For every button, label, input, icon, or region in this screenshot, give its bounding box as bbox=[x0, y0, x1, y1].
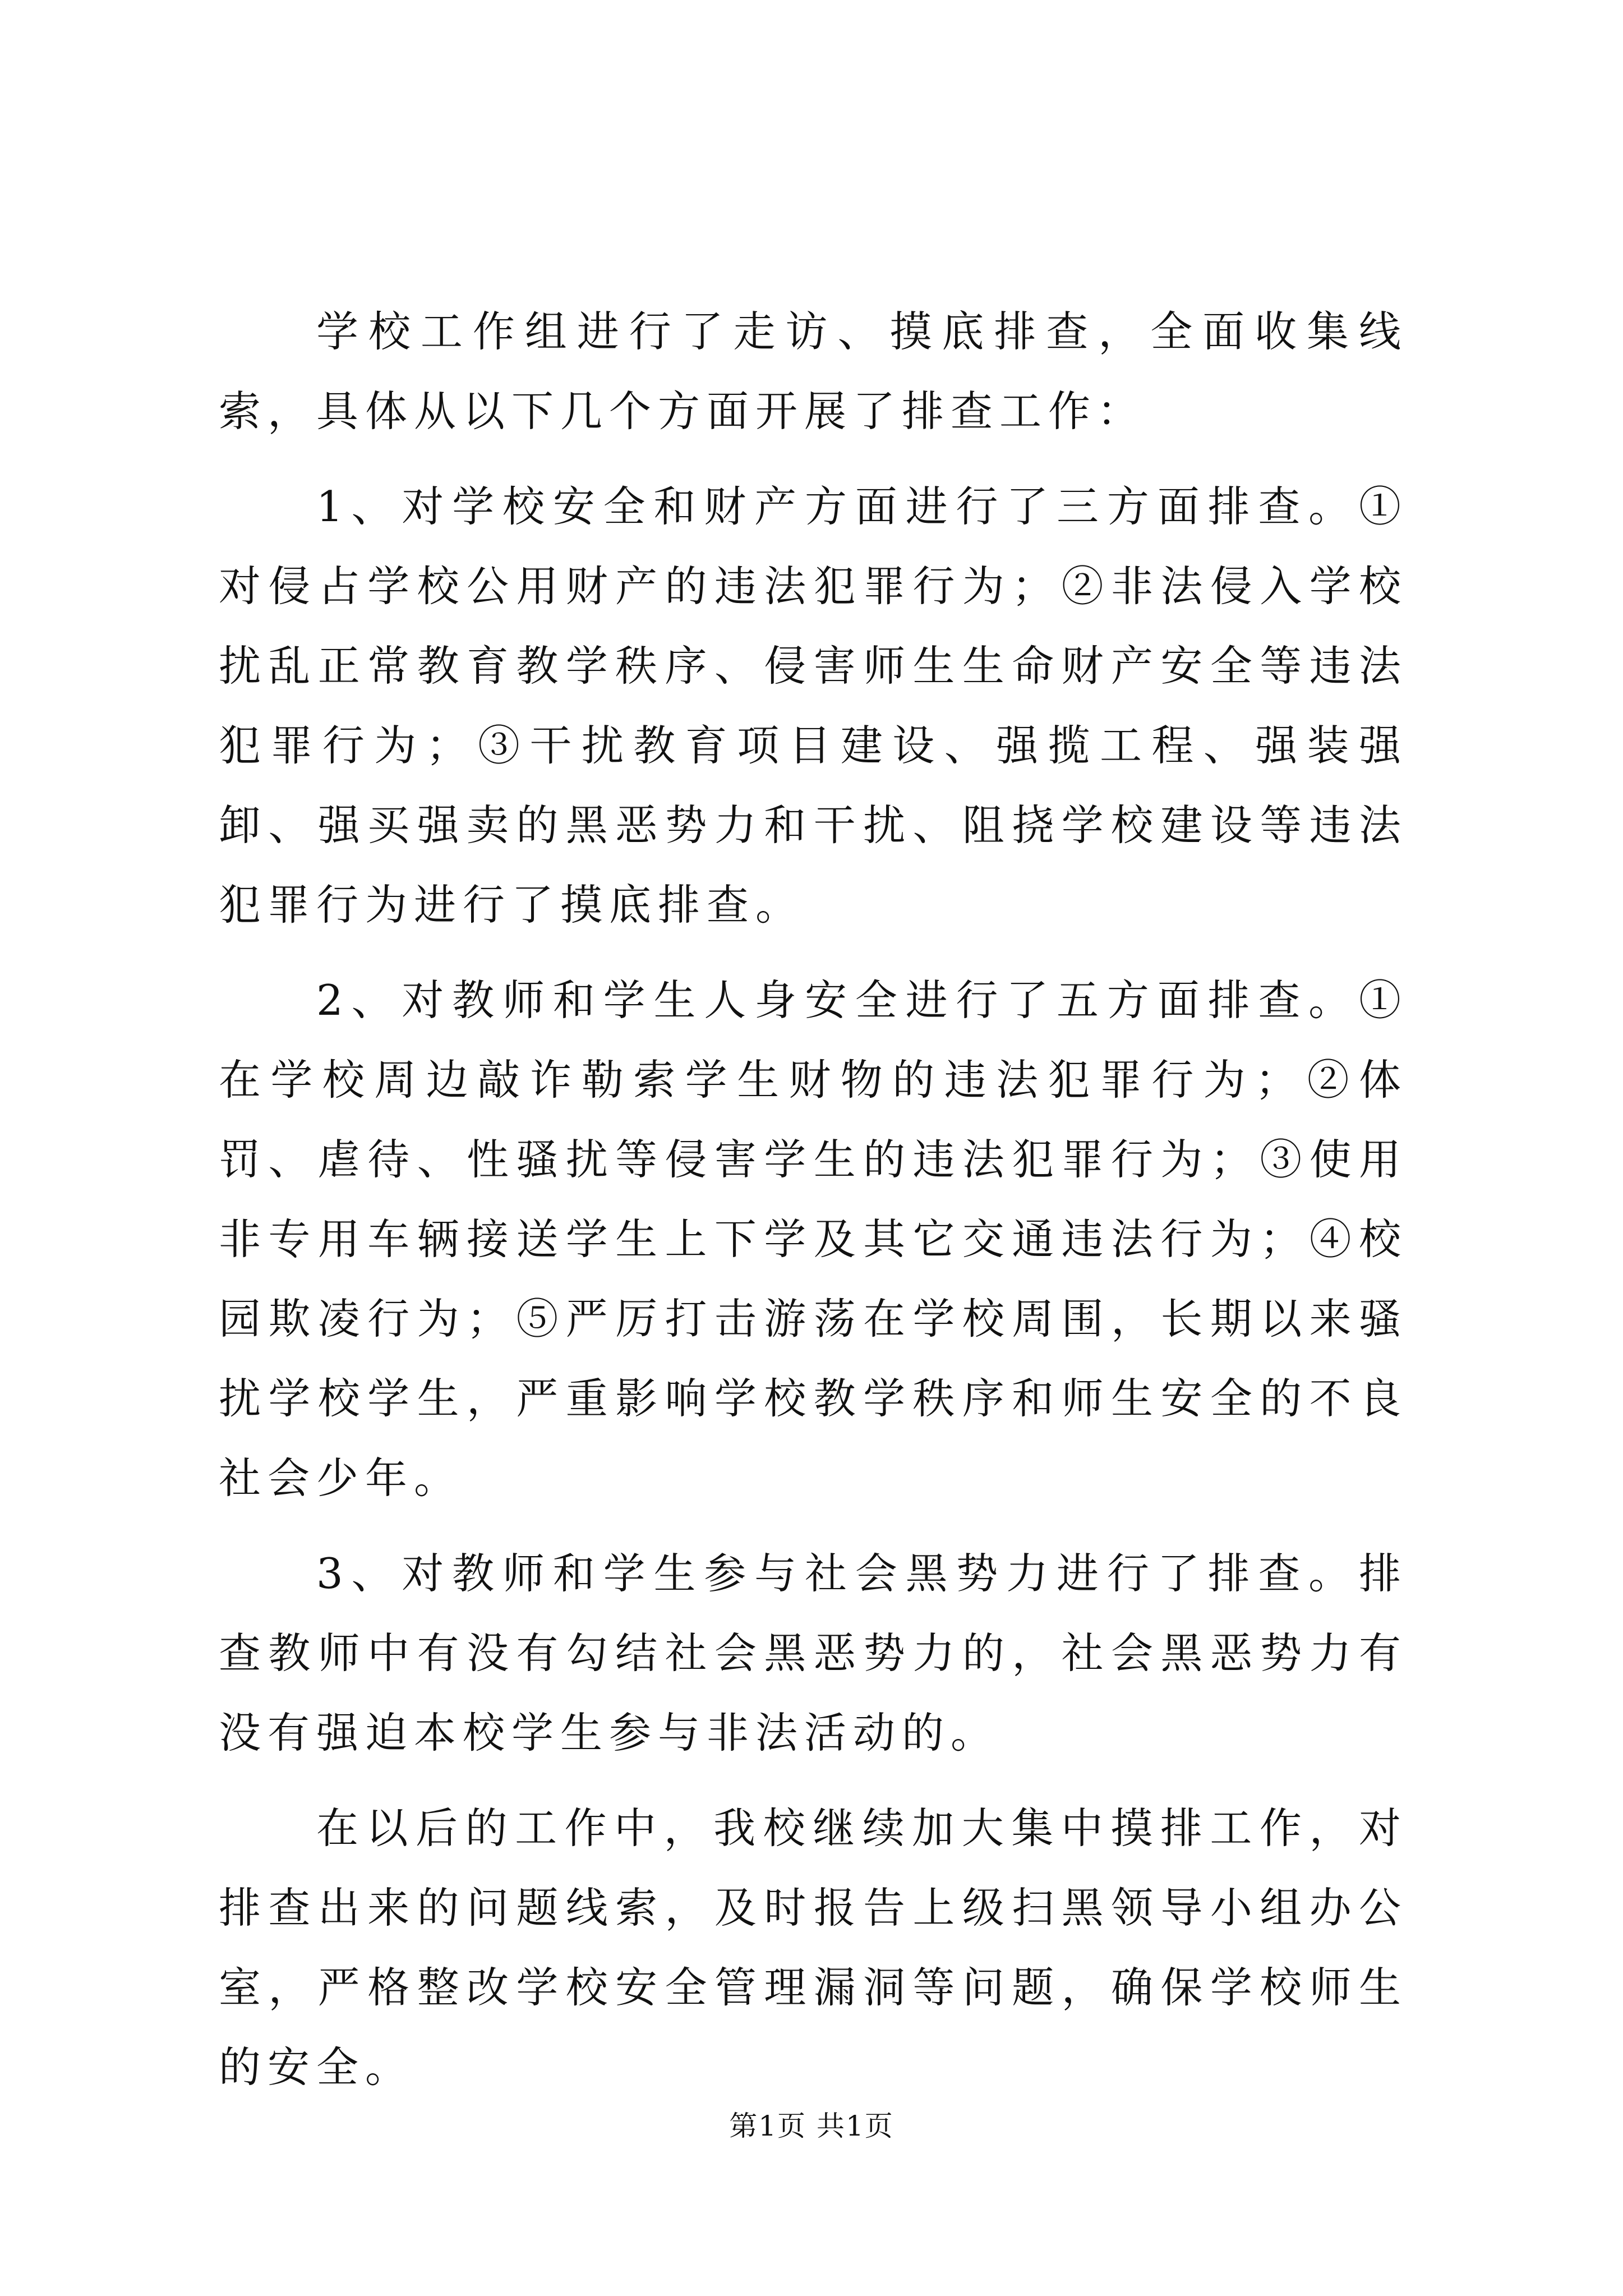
paragraph-item-1: 1、对学校安全和财产方面进行了三方面排查。①对侵占学校公用财产的违法犯罪行为；②非法侵入学校扰乱正常教育教学秩序、侵害师生生命财产安全等违法犯罪行为；③干扰教育项目建设、强揽工程、强装强卸、强买强卖的黑恶势力和干扰、阻挠学校建设等违法犯罪行为进行了摸底排查。 bbox=[219, 482, 1408, 930]
page-footer: 第1页 共1页 bbox=[729, 2110, 894, 2142]
paragraph-item-2: 2、对教师和学生人身安全进行了五方面排查。①在学校周边敲诈勒索学生财物的违法犯罪行为；②体罚、虐待、性骚扰等侵害学生的违法犯罪行为；③使用非专用车辆接送学生上下学及其它交通违法行为；④校园欺凌行为；⑤严厉打击游荡在学校周围，长期以来骚扰学校学生，严重影响学校教学秩序和师生安全的不良社会少年。 bbox=[219, 976, 1408, 1503]
paragraph-conclusion: 在以后的工作中，我校继续加大集中摸排工作，对排查出来的问题线索，及时报告上级扫黑领导小组办公室，严格整改学校安全管理漏洞等问题，确保学校师生的安全。 bbox=[219, 1803, 1408, 2092]
paragraph-intro: 学校工作组进行了走访、摸底排查，全面收集线索，具体从以下几个方面开展了排查工作： bbox=[219, 307, 1408, 436]
paragraph-item-3: 3、对教师和学生参与社会黑势力进行了排查。排查教师中有没有勾结社会黑恶势力的，社会黑恶势力有没有强迫本校学生参与非法活动的。 bbox=[219, 1549, 1408, 1757]
document-body bbox=[219, 292, 1408, 2123]
